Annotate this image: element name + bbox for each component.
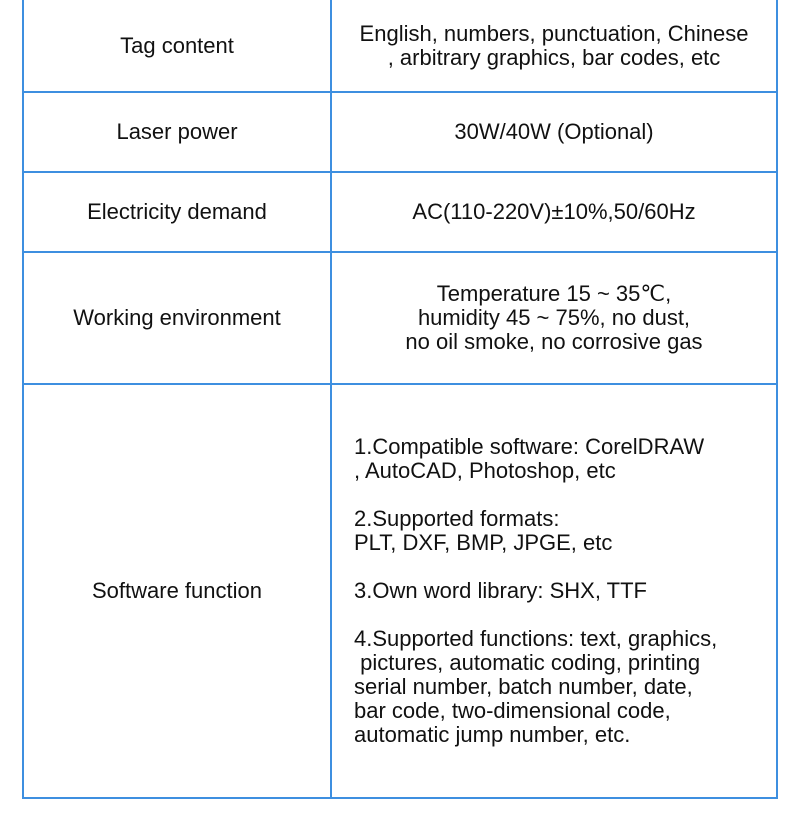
value-line: , AutoCAD, Photoshop, etc	[354, 458, 616, 483]
row-label	[23, 92, 331, 172]
row-label	[23, 252, 331, 384]
software-block-formats	[354, 507, 776, 555]
software-block-compatible	[354, 435, 776, 483]
label-laser-power: Laser power	[116, 119, 238, 144]
spec-table	[22, 0, 778, 799]
software-block-functions	[354, 627, 776, 747]
value-line: Temperature 15 ~ 35℃,	[436, 281, 672, 306]
label-working-environment: Working environment	[73, 305, 281, 330]
row-value	[331, 0, 777, 92]
row-value	[331, 172, 777, 252]
row-label	[23, 0, 331, 92]
table-row	[23, 172, 777, 252]
value-line: bar code, two-dimensional code,	[354, 698, 671, 723]
value-line: PLT, DXF, BMP, JPGE, etc	[354, 530, 613, 555]
software-block-word-library	[354, 579, 776, 603]
value-line: English, numbers, punctuation, Chinese	[359, 20, 749, 46]
label-electricity-demand: Electricity demand	[87, 199, 267, 224]
value-line: serial number, batch number, date,	[354, 674, 693, 699]
value-line: humidity 45 ~ 75%, no dust,	[417, 305, 691, 330]
value-line: 4.Supported functions: text, graphics,	[354, 626, 718, 651]
table-row	[23, 92, 777, 172]
row-value	[331, 252, 777, 384]
row-label	[23, 172, 331, 252]
label-tag-content: Tag content	[120, 32, 234, 58]
value-line: 2.Supported formats:	[354, 506, 560, 531]
table-row	[23, 384, 777, 798]
row-value	[331, 92, 777, 172]
value-line: pictures, automatic coding, printing	[354, 650, 701, 675]
value-line: 1.Compatible software: CorelDRAW	[354, 434, 705, 459]
value-line: no oil smoke, no corrosive gas	[405, 329, 703, 354]
value-line: AC(110-220V)±10%,50/60Hz	[412, 199, 696, 224]
label-software-function: Software function	[92, 578, 262, 603]
value-line: automatic jump number, etc.	[354, 722, 631, 747]
table-row	[23, 0, 777, 92]
value-line: 30W/40W (Optional)	[454, 119, 654, 144]
value-line: , arbitrary graphics, bar codes, etc	[387, 44, 721, 70]
row-label	[23, 384, 331, 798]
value-line: 3.Own word library: SHX, TTF	[354, 578, 647, 603]
row-value	[331, 384, 777, 798]
table-row	[23, 252, 777, 384]
